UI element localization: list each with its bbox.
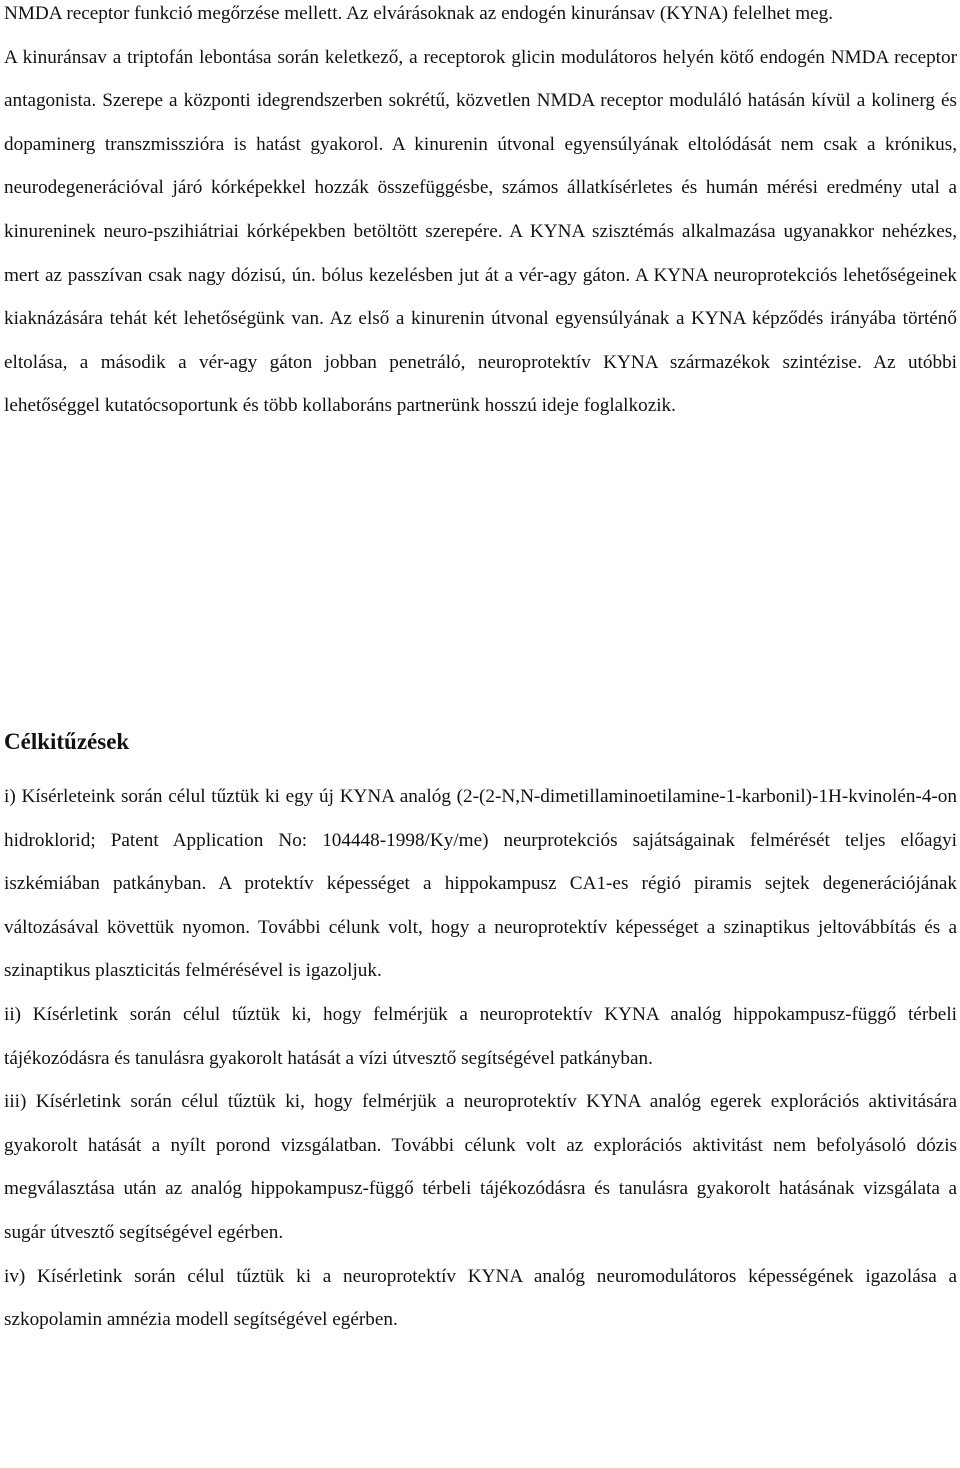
objectives-list [4,775,957,1342]
intro-paragraph-1: NMDA receptor funkció megőrzése mellett. Az elvárásoknak az endogén kinuránsav (KYNA) felelhet meg. [4,3,834,24]
objective-item-2: ii) Kísérletink során célul tűztük ki, hogy felmérjük a neuroprotektív KYNA analóg hippokampusz-függő térbeli tájékozódásra és tanulásra gyakorolt hatását a vízi útvesztő segítségével patkányban. [4,1003,957,1069]
intro-paragraph-2: A kinuránsav a triptofán lebontása során keletkező, a receptorok glicin modulátoros helyén kötő endogén NMDA receptor antagonista. Szerepe a központi idegrendszerben sokrétű, közvetlen NMDA receptor moduláló hatásán kívül a kolinerg és dopaminerg transzmisszióra is hatást gyakorol. A kinurenin útvonal egyensúlyának eltolódását nem csak a krónikus, neurodegenerációval járó kórképekkel hozzák összefüggésbe, számos állatkísérletes és humán mérési eredmény utal a kinureninek neuro-pszihiátriai kórképekben betöltött szerepére. A KYNA szisztémás alkalmazása ugyanakkor nehézkes, mert az passzívan csak nagy dózisú, ún. bólus kezelésben jut át a vér-agy gáton. A KYNA neuroprotekciós lehetőségeinek kiaknázására tehát két lehetőségünk van. Az első a kinurenin útvonal egyensúlyának a KYNA képződés irányába történő eltolása, a második a vér-agy gáton jobban penetráló, neuroprotektív KYNA származékok szintézise. Az utóbbi lehetőséggel kutatócsoportunk és több kollaboráns partnerünk hosszú ideje foglalkozik. [4,46,957,417]
section-heading: Célkitűzések [4,729,130,754]
objective-item-3: iii) Kísérletink során célul tűztük ki, hogy felmérjük a neuroprotektív KYNA analóg egerek explorációs aktivitására gyakorolt hatását a nyílt porond vizsgálatban. További célunk volt az explorációs aktivitást nem befolyásoló dózis megválasztása után az analóg hippokampusz-függő térbeli tájékozódásra és tanulásra gyakorolt hatásának vizsgálata a sugár útvesztő segítségével egérben. [4,1091,957,1243]
objective-item-1: i) Kísérleteink során célul tűztük ki egy új KYNA analóg (2-(2-N,N-dimetillaminoetilamine-1-karbonil)-1H-kvinolén-4-on hidroklorid; Patent Application No: 104448-1998/Ky/me) neurprotekciós sajátságainak felmérését teljes előagyi iszkémiában patkányban. A protektív képességet a hippokampusz CA1-es régió piramis sejtek degenerációjának változásával követtük nyomon. További célunk volt, hogy a neuroprotektív képességet a szinaptikus jeltovábbítás és a szinaptikus plaszticitás felmérésével is igazoljuk. [4,786,957,982]
objective-item-4: iv) Kísérletink során célul tűztük ki a neuroprotektív KYNA analóg neuromodulátoros képességének igazolása a szkopolamin amnézia modell segítségével egérben. [4,1265,957,1331]
